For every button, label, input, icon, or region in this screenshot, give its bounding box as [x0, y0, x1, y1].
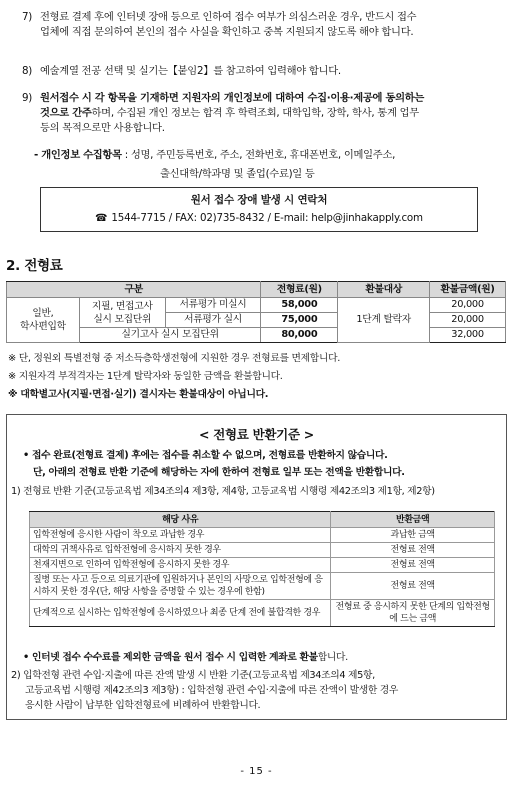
note-9-number: 9): [22, 92, 32, 104]
fee-row-name: 실기고사 실시 모집단위: [79, 328, 261, 343]
note-9-line-3: 등의 목적으로만 사용합니다.: [40, 122, 165, 134]
fee-row-refund: 20,000: [430, 298, 506, 313]
note-9-bold-consent: 것으로 간주: [40, 107, 92, 119]
refund-header-reason: 해당 사유: [30, 512, 331, 528]
fee-row-amount: 58,000: [261, 298, 338, 313]
refund-item-2-line-1: 2) 입학전형 관련 수입·지출에 따른 잔액 발생 시 반환 기준(고등교육법 제34조의4 제5항,: [11, 670, 375, 681]
note-7-line-2: 업체에 직접 문의하여 본인의 접수 사실을 확인하고 중복 지원되지 않도록 해야 합니다.: [40, 26, 414, 38]
note-8-line-1: 예술계열 전공 선택 및 실기는【붙임2】를 참고하여 입력해야 합니다.: [40, 65, 341, 77]
note-7: [22, 10, 508, 40]
personal-info-list-2: 출신대학/학과명 및 졸업(수료)일 등: [160, 168, 315, 180]
refund-bullet-2: [23, 651, 348, 665]
fee-header-target: 환불대상: [338, 282, 430, 298]
contact-title: 원서 접수 장애 발생 시 연락처: [190, 194, 328, 206]
contact-details: 1544-7715 / FAX: 02)735-8432 / E-mail: help@jinhakapply.com: [111, 212, 423, 224]
section-title: 2. 전형료: [6, 258, 63, 274]
fee-header-refund: 환불금액(원): [430, 282, 506, 298]
fee-group-general: 일반, 학사편입학: [7, 298, 80, 343]
refund-amount: 전형료 전액: [331, 558, 495, 573]
note-8: [22, 64, 508, 79]
contact-line: [41, 210, 477, 227]
refund-amount: 전형료 중 응시하지 못한 단계의 입학전형에 드는 금액: [331, 600, 495, 627]
refund-title: < 전형료 반환기준 >: [199, 427, 314, 442]
fee-row-amount: 75,000: [261, 313, 338, 328]
refund-reason: 질병 또는 사고 등으로 의료기관에 입원하거나 본인의 사망으로 입학전형에 응시하지 못한 경우(단, 해당 사항을 증명할 수 있는 경우에 한함): [30, 573, 331, 600]
note-8-number: 8): [22, 65, 32, 77]
fee-row-amount: 80,000: [261, 328, 338, 343]
note-9: [22, 91, 510, 136]
refund-reason: 천재지변으로 인하여 입학전형에 응시하지 못한 경우: [30, 558, 331, 573]
refund-amount: 전형료 전액: [331, 543, 495, 558]
fee-note-1: ※ 단, 정원외 특별전형 중 저소득층학생전형에 지원한 경우 전형료를 면제합니다.: [8, 353, 341, 364]
refund-bullet-2-bold: • 인터넷 접수 수수료를 제외한 금액을 원서 접수 시 입력한 계좌로 환불: [23, 652, 318, 663]
note-9-line-2: 하며, 수집된 개인 정보는 합격 후 학력조회, 대학입학, 장학, 학사, 통계 업무: [91, 107, 419, 119]
contact-box: [40, 187, 478, 232]
fee-row-refund: 32,000: [430, 328, 506, 343]
refund-item-2-line-3: 응시한 사람이 납부한 입학전형료에 비례하여 반환합니다.: [25, 700, 261, 711]
refund-amount: 과납한 금액: [331, 528, 495, 543]
note-7-number: 7): [22, 11, 32, 23]
note-9-line-1: 원서접수 시 각 항목을 기재하면 지원자의 개인정보에 대하여 수집·이용·제공에 동의하는: [40, 92, 425, 104]
refund-bullet-1b: 단, 아래의 전형료 반환 기준에 해당하는 자에 한하여 전형료 일부 또는 전액을 반환합니다.: [33, 467, 405, 478]
fee-refund-target: 1단계 탈락자: [338, 298, 430, 343]
refund-header-amount: 반환금액: [331, 512, 495, 528]
fee-note-2: ※ 지원자격 부적격자는 1단계 탈락자와 동일한 금액을 환불합니다.: [8, 371, 283, 382]
fee-header-fee: 전형료(원): [261, 282, 338, 298]
refund-bullet-2-end: 합니다.: [317, 652, 348, 663]
phone-icon: ☎: [95, 213, 108, 224]
refund-item-1: 1) 전형료 반환 기준(고등교육법 제34조의4 제3항, 제4항, 고등교육법 시행령 제42조의3 제1항, 제2항): [11, 486, 435, 497]
fee-row-name: 서류평가 미실시: [165, 298, 261, 313]
personal-info-list: : 성명, 주민등록번호, 주소, 전화번호, 휴대폰번호, 이메일주소,: [121, 149, 396, 161]
note-7-line-1: 전형료 결제 후에 인터넷 장애 등으로 인하여 접수 여부가 의심스러운 경우, 반드시 접수: [40, 11, 417, 23]
refund-reason: 입학전형에 응시한 사람이 착오로 과납한 경우: [30, 528, 331, 543]
page-number: - 15 -: [240, 766, 273, 777]
refund-bullet-1: • 접수 완료(전형료 결제) 후에는 접수를 취소할 수 없으며, 전형료를 반환하지 않습니다.: [23, 450, 388, 461]
refund-reason: 대학의 귀책사유로 입학전형에 응시하지 못한 경우: [30, 543, 331, 558]
personal-info-label: - 개인정보 수집항목: [34, 149, 122, 161]
refund-table: [29, 511, 495, 627]
fee-note-3: ※ 대학별고사(지필·면접·실기) 결시자는 환불대상이 아닙니다.: [8, 389, 269, 400]
fee-subgroup: 지필, 면접고사 실시 모집단위: [79, 298, 165, 328]
refund-item-2-line-2: 고등교육법 시행령 제42조의3 제3항) : 입학전형 관련 수입·지출에 따른 잔액이 발생한 경우: [25, 685, 398, 696]
fee-table: [6, 281, 506, 343]
refund-reason: 단계적으로 실시하는 입학전형에 응시하였으나 최종 단계 전에 불합격한 경우: [30, 600, 331, 627]
fee-row-refund: 20,000: [430, 313, 506, 328]
refund-amount: 전형료 전액: [331, 573, 495, 600]
fee-header-category: 구분: [7, 282, 261, 298]
refund-criteria-box: [6, 414, 507, 720]
personal-info-items: [34, 148, 510, 163]
fee-row-name: 서류평가 실시: [165, 313, 261, 328]
